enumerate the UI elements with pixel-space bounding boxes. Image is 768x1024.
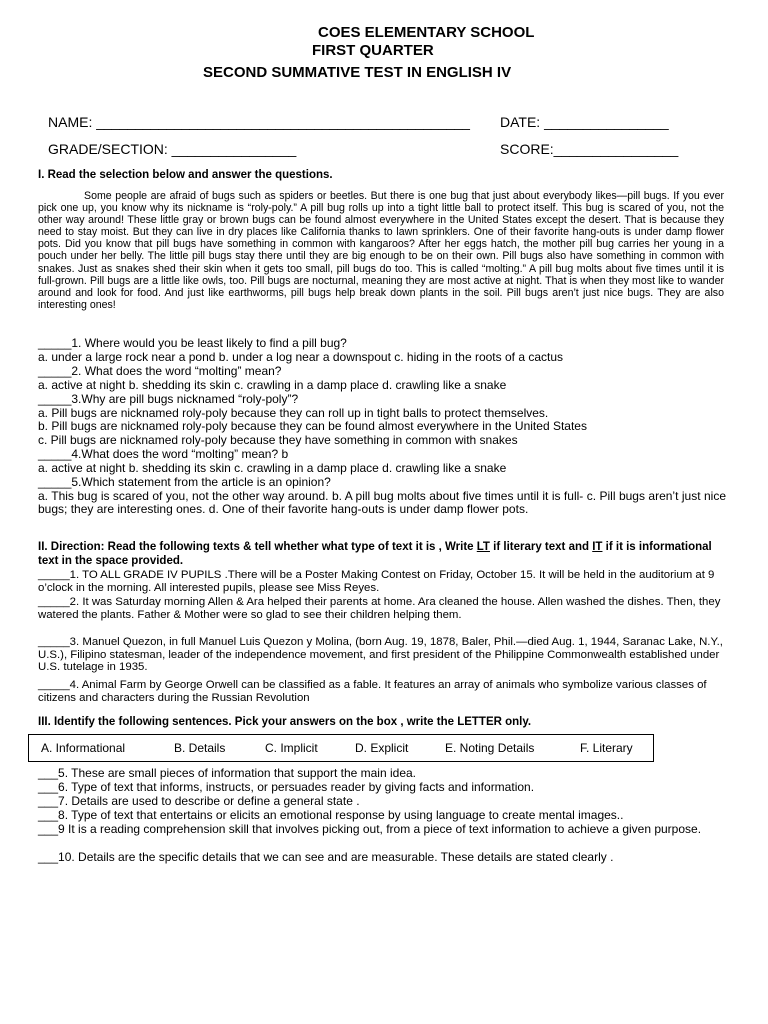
choice-a: A. Informational xyxy=(41,741,126,755)
text-item: _____2. It was Saturday morning Allen & Ara helped their parents at home. Ara cleaned the house. Allen washed the dishes. Then, they watered the plants. Father & Mother were so glad to see their children helping them. xyxy=(38,596,721,621)
answer-choices-box xyxy=(28,734,654,762)
text-item: _____3. Manuel Quezon, in full Manuel Luis Quezon y Molina, (born Aug. 19, 1878, Baler, Phil.—died Aug. 1, 1944, Saranac Lake, N.Y., U.S.), Filipino statesman, leader of the independence movement, and first president of the Philippine Commonwealth established under U.S. tutelage in 1935. xyxy=(38,636,723,674)
question-line: _____5.Which statement from the article is an opinion? xyxy=(38,475,331,489)
question-line: c. Pill bugs are nicknamed roly-poly because they have something in common with snakes xyxy=(38,433,518,447)
identify-item: ___10. Details are the specific details that we can see and are measurable. These details are stated clearly . xyxy=(38,850,614,864)
choice-b: B. Details xyxy=(174,741,226,755)
grade-section-field[interactable]: GRADE/SECTION: ________________ xyxy=(48,141,297,157)
identify-item: ___5. These are small pieces of information that support the main idea. xyxy=(38,766,416,780)
score-field[interactable]: SCORE:________________ xyxy=(500,141,679,157)
question-line: _____3.Why are pill bugs nicknamed “roly-poly”? xyxy=(38,392,299,406)
text-item: _____4. Animal Farm by George Orwell can be classified as a fable. It features an array of animals who symbolize various classes of citizens and characters during the Russian Revolution xyxy=(38,679,707,704)
part2-title: II. Direction: Read the following texts & tell whether what type of text it is , Write LT if literary text and IT if it is informational text in the space provided. xyxy=(38,541,712,567)
part1-title: I. Read the selection below and answer the questions. xyxy=(38,169,333,181)
test-title: SECOND SUMMATIVE TEST IN ENGLISH IV xyxy=(203,64,512,81)
question-line: a. active at night b. shedding its skin c. crawling in a damp place d. crawling like a snake xyxy=(38,378,507,392)
question-line: a. active at night b. shedding its skin c. crawling in a damp place d. crawling like a snake xyxy=(38,461,507,475)
choice-e: E. Noting Details xyxy=(445,741,535,755)
name-field[interactable]: NAME: ________________________________________________ xyxy=(48,114,470,130)
date-field[interactable]: DATE: ________________ xyxy=(500,114,669,130)
text-item: _____1. TO ALL GRADE IV PUPILS .There will be a Poster Making Contest on Friday, October 15. It will be held in the auditorium at 9 o’clock in the morning. All interested pupils, please see Miss Reyes. xyxy=(38,569,715,594)
question-5-options: a. This bug is scared of you, not the other way around. b. A pill bug molts about five times until it is full- c. Pill bugs aren’t just nice bugs; they are interesting ones. d. One of their favorite hang-outs is under damp flower pots. xyxy=(38,489,726,516)
question-line: a. Pill bugs are nicknamed roly-poly because they can roll up in tight balls to protect themselves. xyxy=(38,406,549,420)
identify-item: ___9 It is a reading comprehension skill that involves picking out, from a piece of text information to achieve a given purpose. xyxy=(38,822,702,836)
part3-title: III. Identify the following sentences. Pick your answers on the box , write the LETTER only. xyxy=(38,716,532,728)
question-line: a. under a large rock near a pond b. under a log near a downspout c. hiding in the roots of a cactus xyxy=(38,350,564,364)
quarter-title: FIRST QUARTER xyxy=(312,42,434,59)
identify-item: ___6. Type of text that informs, instructs, or persuades reader by giving facts and information. xyxy=(38,780,535,794)
question-line: _____4.What does the word “molting” mean? b xyxy=(38,447,289,461)
choice-c: C. Implicit xyxy=(265,741,318,755)
lt-label: LT xyxy=(476,541,490,553)
question-line: _____2. What does the word “molting” mean? xyxy=(38,364,282,378)
identify-item: ___8. Type of text that entertains or elicits an emotional response by using language to create mental images.. xyxy=(38,808,624,822)
it-label: IT xyxy=(592,541,603,553)
reading-passage: Some people are afraid of bugs such as spiders or beetles. But there is one bug that just about everybody likes—pill bugs. If you ever pick one up, you know why its nickname is “roly-poly.” A pill bug rolls up into a tight little ball to protect itself. This bug is scared of you, not the other way around! These little gray or brown bugs can be found almost everywhere in the United States except the desert. That is because they need to stay moist. But they can live in dry places like California thanks to lawn sprinklers. One of their favorite hang-outs is under damp flower pots. Did you know that pill bugs have something in common with kangaroos? After her eggs hatch, the mother pill bug carries her young in a pouch under her belly. The little pill bugs stay there until they are big enough to be on their own. Pill bugs also have something in common with snakes. Just as snakes shed their skin when it gets too small, pill bugs do too. This is called “molting.” A pill bug molts about five times until it is full-grown. Pill bugs are a little like owls, too. Pill bugs are nocturnal, meaning they are most active at night. That is when they most like to wander around and look for food. And just like earthworms, pill bugs help break down plants in the soil. Pill bugs aren’t just nice bugs. They are also interesting ones! xyxy=(38,190,724,311)
question-line: b. Pill bugs are nicknamed roly-poly because they can be found almost everywhere in the United States xyxy=(38,419,587,433)
question-line: _____1. Where would you be least likely to find a pill bug? xyxy=(38,336,347,350)
choice-d: D. Explicit xyxy=(355,741,409,755)
school-name: COES ELEMENTARY SCHOOL xyxy=(318,24,535,41)
choice-f: F. Literary xyxy=(580,741,633,755)
identify-item: ___7. Details are used to describe or define a general state . xyxy=(38,794,360,808)
